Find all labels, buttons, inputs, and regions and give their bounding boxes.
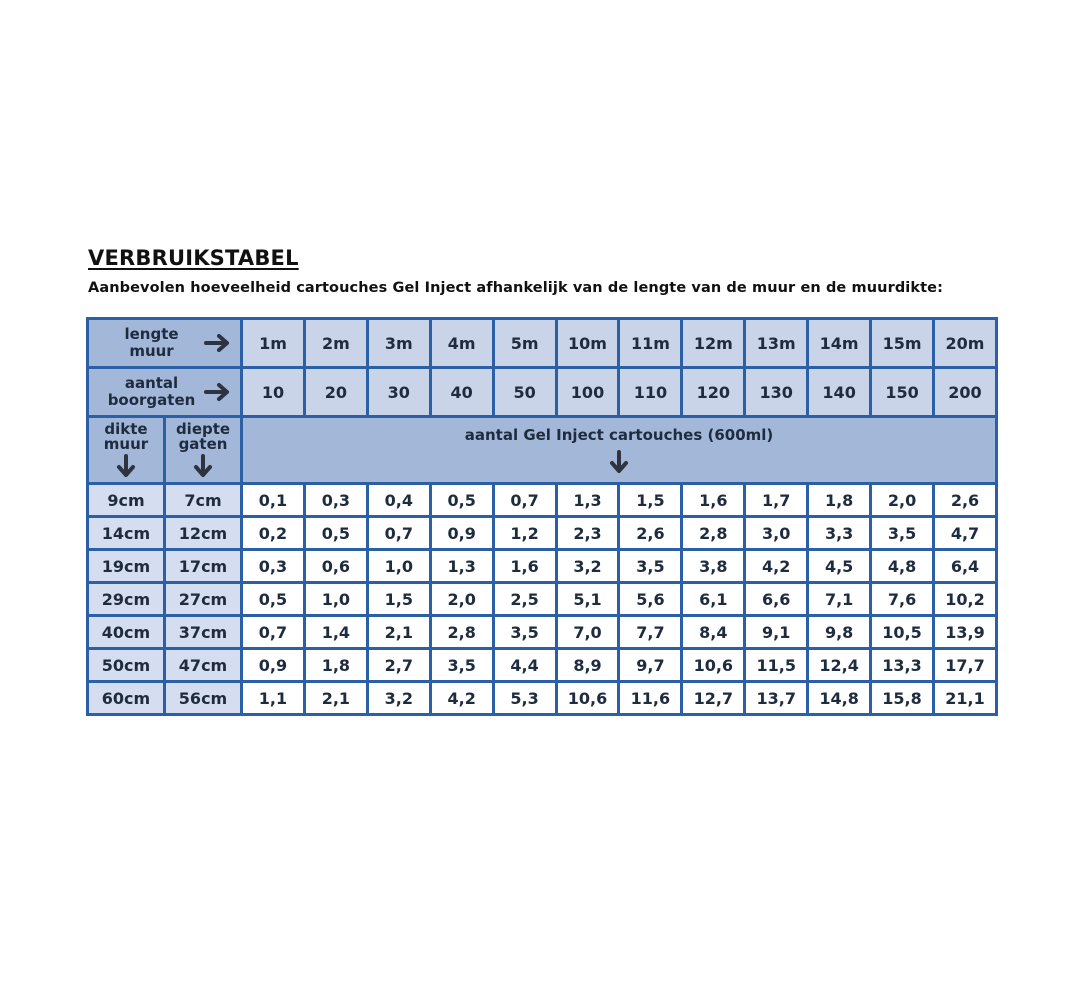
length-cell: 10m	[556, 319, 619, 368]
holes-cell: 120	[682, 368, 745, 417]
value-cell: 6,4	[933, 550, 996, 583]
value-cell: 2,5	[493, 583, 556, 616]
value-cell: 4,2	[745, 550, 808, 583]
value-cell: 10,6	[556, 682, 619, 715]
consumption-table	[86, 317, 998, 716]
value-cell: 10,2	[933, 583, 996, 616]
depth-cell: 7cm	[165, 484, 242, 517]
length-cell: 1m	[242, 319, 305, 368]
value-cell: 2,0	[430, 583, 493, 616]
value-cell: 0,2	[242, 517, 305, 550]
length-cell: 12m	[682, 319, 745, 368]
value-cell: 1,8	[304, 649, 367, 682]
depth-column-header	[165, 417, 242, 484]
value-cell: 1,6	[682, 484, 745, 517]
value-cell: 8,9	[556, 649, 619, 682]
holes-row-header	[88, 368, 242, 417]
value-cell: 12,7	[682, 682, 745, 715]
value-cell: 0,6	[304, 550, 367, 583]
value-cell: 3,2	[367, 682, 430, 715]
holes-cell: 150	[871, 368, 934, 417]
depth-cell: 27cm	[165, 583, 242, 616]
thickness-column-header	[88, 417, 165, 484]
value-cell: 3,0	[745, 517, 808, 550]
thickness-label-line2: muur	[103, 435, 149, 453]
table-row	[88, 583, 997, 616]
holes-cell: 110	[619, 368, 682, 417]
length-row	[88, 319, 997, 368]
holes-label-line1: aantal	[124, 374, 179, 392]
value-cell: 2,7	[367, 649, 430, 682]
value-cell: 1,1	[242, 682, 305, 715]
length-cell: 2m	[304, 319, 367, 368]
value-cell: 7,0	[556, 616, 619, 649]
value-cell: 14,8	[808, 682, 871, 715]
value-cell: 13,9	[933, 616, 996, 649]
value-cell: 13,7	[745, 682, 808, 715]
value-cell: 1,4	[304, 616, 367, 649]
length-cell: 14m	[808, 319, 871, 368]
value-cell: 8,4	[682, 616, 745, 649]
table-row	[88, 649, 997, 682]
holes-cell: 200	[933, 368, 996, 417]
depth-cell: 56cm	[165, 682, 242, 715]
holes-cell: 20	[304, 368, 367, 417]
arrow-down-icon	[193, 454, 213, 478]
value-cell: 4,4	[493, 649, 556, 682]
value-cell: 0,9	[242, 649, 305, 682]
table-row	[88, 616, 997, 649]
length-row-header	[88, 319, 242, 368]
value-cell: 1,0	[304, 583, 367, 616]
holes-cell: 140	[808, 368, 871, 417]
cartridges-span-header	[242, 417, 997, 484]
value-cell: 4,2	[430, 682, 493, 715]
thickness-cell: 14cm	[88, 517, 165, 550]
table-row	[88, 517, 997, 550]
length-cell: 15m	[871, 319, 934, 368]
value-cell: 11,5	[745, 649, 808, 682]
value-cell: 0,7	[367, 517, 430, 550]
value-cell: 2,8	[430, 616, 493, 649]
thickness-cell: 19cm	[88, 550, 165, 583]
depth-label-line2: gaten	[178, 435, 228, 453]
value-cell: 5,1	[556, 583, 619, 616]
thickness-cell: 40cm	[88, 616, 165, 649]
value-cell: 0,7	[493, 484, 556, 517]
holes-row	[88, 368, 997, 417]
table-row	[88, 484, 997, 517]
arrow-right-icon	[204, 382, 232, 402]
value-cell: 15,8	[871, 682, 934, 715]
value-cell: 10,6	[682, 649, 745, 682]
value-cell: 6,6	[745, 583, 808, 616]
thickness-cell: 29cm	[88, 583, 165, 616]
value-cell: 1,8	[808, 484, 871, 517]
length-cell: 13m	[745, 319, 808, 368]
value-cell: 2,1	[304, 682, 367, 715]
value-cell: 9,1	[745, 616, 808, 649]
value-cell: 0,5	[242, 583, 305, 616]
value-cell: 11,6	[619, 682, 682, 715]
value-cell: 9,8	[808, 616, 871, 649]
value-cell: 0,5	[304, 517, 367, 550]
value-cell: 3,5	[430, 649, 493, 682]
thickness-cell: 9cm	[88, 484, 165, 517]
value-cell: 13,3	[871, 649, 934, 682]
value-cell: 0,9	[430, 517, 493, 550]
value-cell: 3,5	[619, 550, 682, 583]
holes-cell: 50	[493, 368, 556, 417]
cartridges-span-label: aantal Gel Inject cartouches (600ml)	[464, 426, 774, 444]
value-cell: 7,7	[619, 616, 682, 649]
value-cell: 0,1	[242, 484, 305, 517]
value-cell: 3,5	[493, 616, 556, 649]
value-cell: 4,7	[933, 517, 996, 550]
depth-cell: 12cm	[165, 517, 242, 550]
page-title: VERBRUIKSTABEL	[88, 246, 299, 270]
thickness-label-line1: dikte	[104, 420, 148, 438]
length-label-line2: muur	[129, 342, 174, 360]
length-label-line1: lengte	[124, 325, 179, 343]
length-cell: 20m	[933, 319, 996, 368]
thickness-cell: 60cm	[88, 682, 165, 715]
value-cell: 12,4	[808, 649, 871, 682]
value-cell: 1,5	[367, 583, 430, 616]
value-cell: 3,3	[808, 517, 871, 550]
length-cell: 5m	[493, 319, 556, 368]
value-cell: 10,5	[871, 616, 934, 649]
table-row	[88, 682, 997, 715]
value-cell: 2,8	[682, 517, 745, 550]
holes-label-line2: boorgaten	[107, 391, 196, 409]
value-cell: 1,7	[745, 484, 808, 517]
value-cell: 2,0	[871, 484, 934, 517]
value-cell: 2,6	[619, 517, 682, 550]
value-cell: 3,2	[556, 550, 619, 583]
value-cell: 4,8	[871, 550, 934, 583]
value-cell: 2,6	[933, 484, 996, 517]
value-cell: 4,5	[808, 550, 871, 583]
length-cell: 3m	[367, 319, 430, 368]
arrow-right-icon	[204, 333, 232, 353]
subheader-row	[88, 417, 997, 484]
value-cell: 1,5	[619, 484, 682, 517]
length-cell: 11m	[619, 319, 682, 368]
depth-cell: 37cm	[165, 616, 242, 649]
arrow-down-icon	[609, 450, 629, 474]
page-subtitle: Aanbevolen hoeveelheid cartouches Gel Inject afhankelijk van de lengte van de muur en de muurdikte:	[88, 280, 943, 296]
value-cell: 1,6	[493, 550, 556, 583]
value-cell: 3,5	[871, 517, 934, 550]
holes-cell: 40	[430, 368, 493, 417]
value-cell: 5,3	[493, 682, 556, 715]
length-cell: 4m	[430, 319, 493, 368]
value-cell: 2,1	[367, 616, 430, 649]
holes-cell: 130	[745, 368, 808, 417]
value-cell: 0,4	[367, 484, 430, 517]
value-cell: 1,3	[556, 484, 619, 517]
value-cell: 17,7	[933, 649, 996, 682]
arrow-down-icon	[116, 454, 136, 478]
holes-cell: 100	[556, 368, 619, 417]
value-cell: 9,7	[619, 649, 682, 682]
depth-label-line1: diepte	[175, 420, 231, 438]
value-cell: 6,1	[682, 583, 745, 616]
value-cell: 0,3	[242, 550, 305, 583]
table-row	[88, 550, 997, 583]
value-cell: 1,3	[430, 550, 493, 583]
value-cell: 21,1	[933, 682, 996, 715]
value-cell: 0,7	[242, 616, 305, 649]
value-cell: 0,5	[430, 484, 493, 517]
value-cell: 2,3	[556, 517, 619, 550]
holes-cell: 30	[367, 368, 430, 417]
value-cell: 1,0	[367, 550, 430, 583]
value-cell: 3,8	[682, 550, 745, 583]
depth-cell: 17cm	[165, 550, 242, 583]
value-cell: 0,3	[304, 484, 367, 517]
holes-cell: 10	[242, 368, 305, 417]
value-cell: 7,6	[871, 583, 934, 616]
value-cell: 5,6	[619, 583, 682, 616]
depth-cell: 47cm	[165, 649, 242, 682]
thickness-cell: 50cm	[88, 649, 165, 682]
value-cell: 7,1	[808, 583, 871, 616]
value-cell: 1,2	[493, 517, 556, 550]
